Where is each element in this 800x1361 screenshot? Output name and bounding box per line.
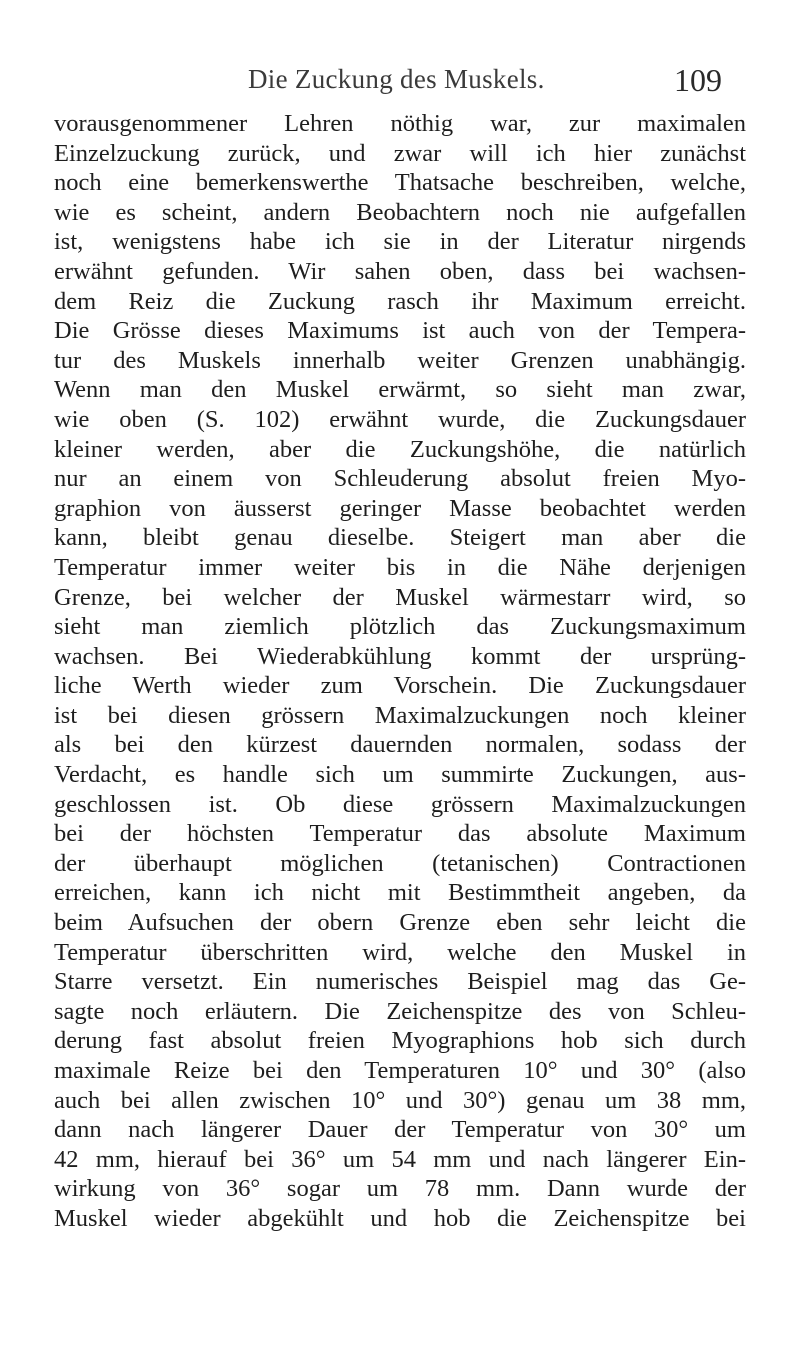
text-line: sagte noch erläutern. Die Zeichenspitze des von Schleu- [54, 997, 746, 1025]
text-line: bei der höchsten Temperatur das absolute Maximum [54, 820, 746, 848]
text-line: vorausgenommener Lehren nöthig war, zur maximalen [54, 110, 746, 137]
text-line: wie oben (S. 102) erwähnt wurde, die Zuckungsdauer [54, 405, 746, 433]
text-line: beim Aufsuchen der obern Grenze eben sehr leicht die [54, 909, 746, 937]
body-text [54, 109, 746, 1234]
text-line: sieht man ziemlich plötzlich das Zuckungsmaximum [54, 613, 746, 641]
text-line: kann, bleibt genau dieselbe. Steigert man aber die [54, 524, 746, 552]
text-line: maximale Reize bei den Temperaturen 10° und 30° (also [54, 1057, 746, 1084]
text-line: 42 mm, hierauf bei 36° um 54 mm und nach längerer Ein- [54, 1145, 746, 1173]
text-line: der überhaupt möglichen (tetanischen) Contractionen [54, 849, 746, 877]
text-line: Einzelzuckung zurück, und zwar will ich hier zunächst [54, 139, 746, 167]
text-line: wachsen. Bei Wiederabkühlung kommt der ursprüng- [54, 642, 746, 670]
text-line: tur des Muskels innerhalb weiter Grenzen unabhängig. [54, 346, 746, 374]
text-line: auch bei allen zwischen 10° und 30°) genau um 38 mm, [54, 1086, 746, 1114]
text-line: Starre versetzt. Ein numerisches Beispiel mag das Ge- [54, 968, 746, 996]
text-line: Wenn man den Muskel erwärmt, so sieht man zwar, [54, 376, 746, 404]
text-line: Verdacht, es handle sich um summirte Zuckungen, aus- [54, 761, 746, 789]
text-line: Temperatur immer weiter bis in die Nähe derjenigen [54, 553, 746, 581]
text-line: liche Werth wieder zum Vorschein. Die Zuckungsdauer [54, 672, 746, 700]
text-line: dann nach längerer Dauer der Temperatur von 30° um [54, 1116, 746, 1144]
text-line: Die Grösse dieses Maximums ist auch von der Tempera- [54, 317, 746, 345]
running-head [0, 64, 800, 104]
text-line: wie es scheint, andern Beobachtern noch nie aufgefallen [54, 198, 746, 226]
text-line: Muskel wieder abgekühlt und hob die Zeichenspitze bei [54, 1204, 746, 1232]
text-line: derung fast absolut freien Myographions hob sich durch [54, 1027, 746, 1055]
text-line: Grenze, bei welcher der Muskel wärmestarr wird, so [54, 583, 746, 611]
text-line: kleiner werden, aber die Zuckungshöhe, die natürlich [54, 435, 746, 463]
text-line: geschlossen ist. Ob diese grössern Maximalzuckungen [54, 790, 746, 818]
text-line: erreichen, kann ich nicht mit Bestimmtheit angeben, da [54, 879, 746, 907]
running-title: Die Zuckung des Muskels. [248, 64, 545, 94]
text-line: ist bei diesen grössern Maximalzuckungen noch kleiner [54, 701, 746, 729]
text-line: wirkung von 36° sogar um 78 mm. Dann wurde der [54, 1175, 746, 1203]
text-line: noch eine bemerkenswerthe Thatsache beschreiben, welche, [54, 169, 746, 197]
text-line: nur an einem von Schleuderung absolut freien Myo- [54, 465, 746, 493]
text-line: als bei den kürzest dauernden normalen, sodass der [54, 731, 746, 759]
page-number: 109 [674, 62, 722, 98]
text-line: ist, wenigstens habe ich sie in der Literatur nirgends [54, 228, 746, 256]
text-line: erwähnt gefunden. Wir sahen oben, dass bei wachsen- [54, 257, 746, 285]
text-line: dem Reiz die Zuckung rasch ihr Maximum erreicht. [54, 287, 746, 315]
text-line: Temperatur überschritten wird, welche den Muskel in [54, 938, 746, 966]
text-line: graphion von äusserst geringer Masse beobachtet werden [54, 494, 746, 522]
